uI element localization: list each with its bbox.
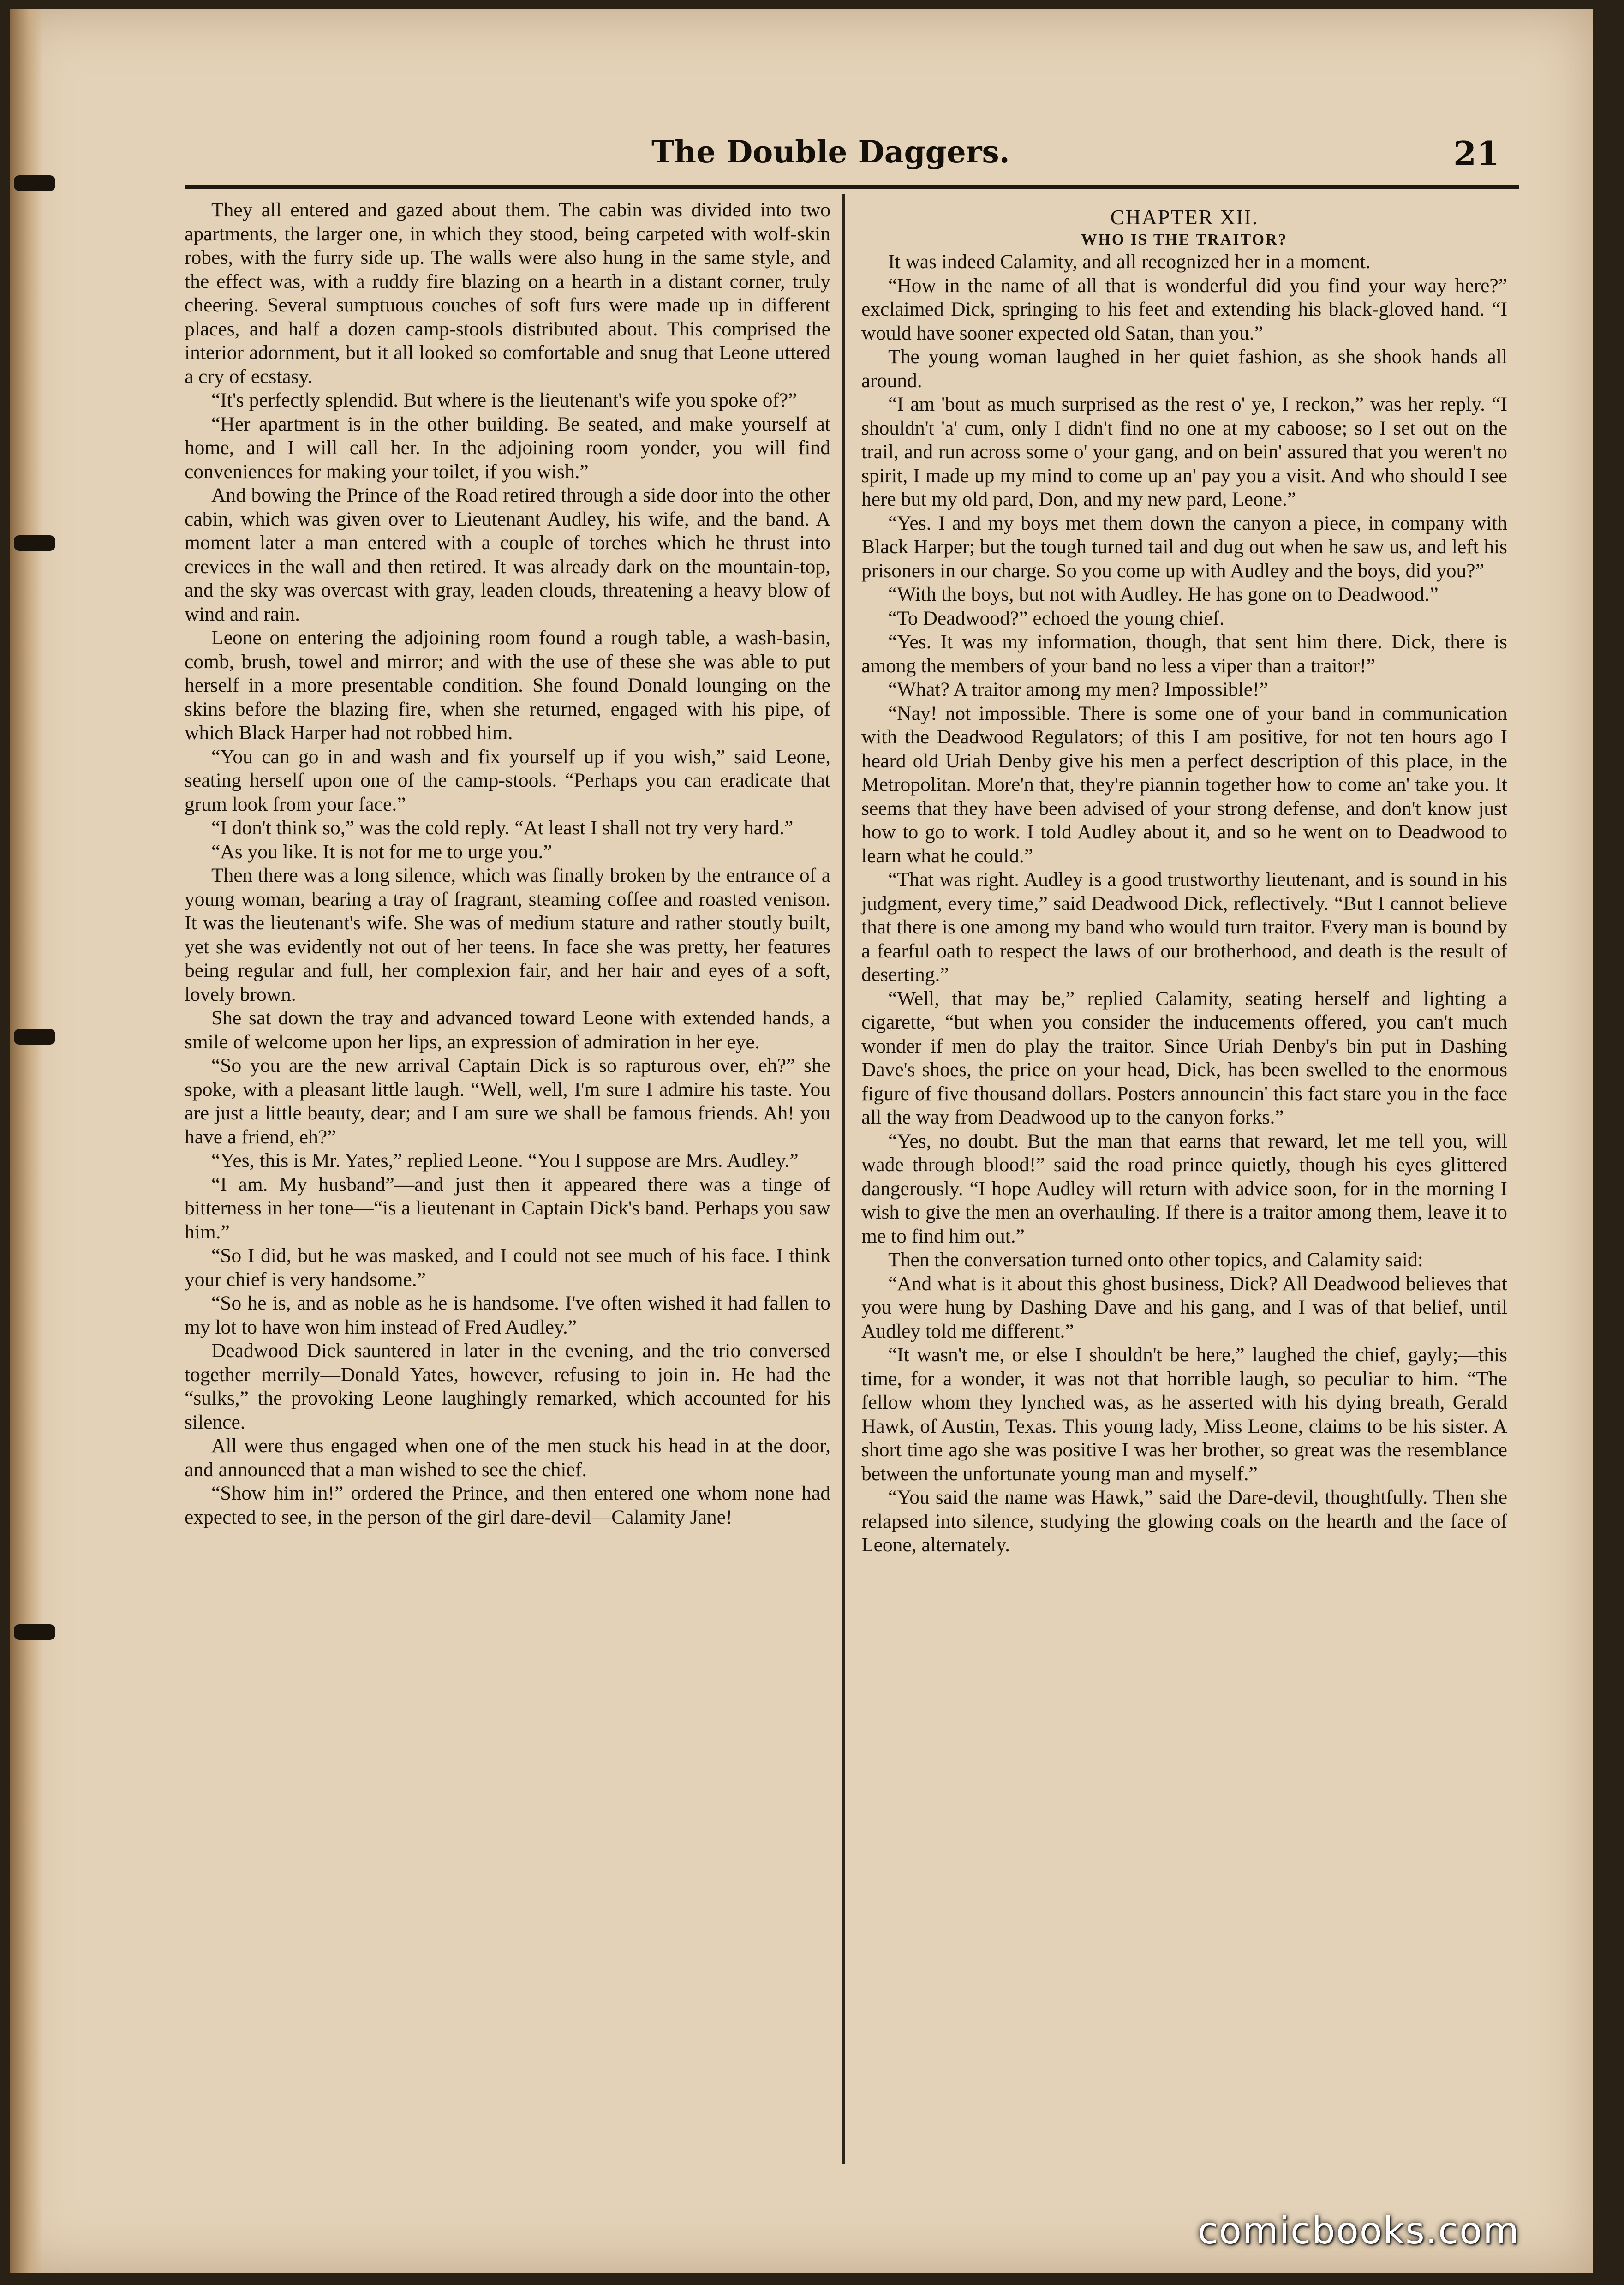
watermark: comicbooks.com: [1198, 2209, 1520, 2252]
page-number: 21: [1453, 134, 1500, 173]
paragraph: “Well, that may be,” replied Calamity, seating herself and lighting a cigarette, “but when you consider the inducements offered, you can't much wonder if men do play the traitor. Since Uriah Denby's bin put in Dashing Dave's shoes, the price on your head, Dick, has been swelled to the enormous figure of five thousand dollars. Posters announcin' this fact stare you in the face all the way from Deadwood up to the canyon forks.”: [861, 987, 1507, 1128]
staple-hole: [14, 175, 55, 191]
staple-hole: [14, 1624, 55, 1640]
paragraph: “It's perfectly splendid. But where is the lieutenant's wife you spoke of?”: [211, 389, 797, 411]
paragraph: “Nay! not impossible. There is some one of your band in communication with the Deadwood Regulators; of this I am positive, for not ten hours ago I heard old Uriah Denby give his men a perfect description of this place, in the Metropolitan. More'n that, they're piannin together how to come an' take you. It seems that they have been advised of your strong defense, and don't know just how to go to work. I told Audley about it, and so he went on to Deadwood to learn what he could.”: [861, 702, 1507, 867]
paragraph: “I don't think so,” was the cold reply. “At least I shall not try very hard.”: [211, 817, 794, 839]
paragraph: Then there was a long silence, which was finally broken by the entrance of a young woman, bearing a tray of fragrant, steaming coffee and roasted venison. It was the lieutenant's wife. She was of medium stature and rather stoutly built, yet she was evidently not out of her teens. In face she was pretty, her features being regular and full, her complexion fair, and her hair and eyes of a soft, lovely brown.: [185, 864, 830, 1005]
paragraph: Then the conversation turned onto other topics, and Calamity said:: [888, 1249, 1423, 1271]
magazine-page: [10, 9, 1593, 2273]
paragraph: All were thus engaged when one of the men stuck his head in at the door, and announced that a man wished to see the chief.: [185, 1435, 830, 1481]
chapter-title: CHAPTER XII.: [1110, 205, 1259, 229]
paragraph: The young woman laughed in her quiet fashion, as she shook hands all around.: [861, 346, 1507, 392]
paragraph: “What? A traitor among my men? Impossible!”: [888, 678, 1268, 700]
paragraph: “You can go in and wash and fix yourself up if you wish,” said Leone, seating herself upon one of the camp-stools. “Perhaps you can eradicate that grum look from your face.”: [185, 745, 830, 815]
paragraph: “I am 'bout as much surprised as the rest o' ye, I reckon,” was her reply. “I shouldn't 'a' cum, only I didn't find no one at my caboose; so I set out on the trail, and run across some o' your gang, and on bein' assured that you weren't no spirit, I made up my mind to come up an' pay you a visit. And who should I see here but my old pard, Don, and my new pard, Leone.”: [861, 393, 1507, 510]
paragraph: “So he is, and as noble as he is handsome. I've often wished it had fallen to my lot to have won him instead of Fred Audley.”: [185, 1292, 830, 1338]
paragraph: “Her apartment is in the other building. Be seated, and make yourself at home, and I will call her. In the adjoining room yonder, you will find conveniences for making your toilet, if you wish.”: [185, 413, 830, 483]
paragraph: “With the boys, but not with Audley. He has gone on to Deadwood.”: [888, 583, 1439, 605]
paragraph: They all entered and gazed about them. The cabin was divided into two apartments, the larger one, in which they stood, being carpeted with wolf-skin robes, with the furry side up. The walls were also hung in the same style, and the effect was, with a ruddy fire blazing on a hearth in a distant corner, truly cheering. Several sumptuous couches of soft furs were made up in different places, and half a dozen camp-stools distributed about. This comprised the interior adornment, but it all looked so comfortable and snug that Leone uttered a cry of ecstasy.: [185, 199, 830, 388]
chapter-subtitle: WHO IS THE TRAITOR?: [1081, 231, 1288, 248]
paragraph: “So I did, but he was masked, and I could not see much of his face. I think your chief is very handsome.”: [185, 1244, 830, 1291]
paragraph: “I am. My husband”—and just then it appeared there was a tinge of bitterness in her tone—“is a lieutenant in Captain Dick's band. Perhaps you saw him.”: [185, 1173, 830, 1243]
paragraph: She sat down the tray and advanced toward Leone with extended hands, a smile of welcome upon her lips, an expression of admiration in her eye.: [185, 1007, 830, 1053]
paragraph: “Yes. I and my boys met them down the canyon a piece, in company with Black Harper; but the tough turned tail and dug out when he saw us, and left his prisoners in our charge. So you come up with Audley and the boys, did you?”: [861, 512, 1507, 582]
paragraph: “Yes. It was my information, though, that sent him there. Dick, there is among the members of your band no less a viper than a traitor!”: [861, 631, 1507, 677]
paragraph: “To Deadwood?” echoed the young chief.: [888, 607, 1224, 629]
paragraph: And bowing the Prince of the Road retired through a side door into the other cabin, which was given over to Lieutenant Audley, his wife, and the band. A moment later a man entered with a couple of torches which he thrust into crevices in the wall and then retired. It was already dark on the mountain-top, and the sky was overcast with gray, leaden clouds, threatening a heavy blow of wind and rain.: [185, 484, 830, 625]
column-divider: [842, 194, 845, 2164]
paragraph: “Show him in!” ordered the Prince, and then entered one whom none had expected to see, in the person of the girl dare-devil—Calamity Jane!: [185, 1482, 830, 1528]
paragraph: “As you like. It is not for me to urge you.”: [211, 840, 552, 863]
left-column: [185, 198, 830, 1529]
staple-hole: [14, 1029, 55, 1045]
paragraph: “That was right. Audley is a good trustworthy lieutenant, and is sound in his judgment, every time,” said Deadwood Dick, reflectively. “But I cannot believe that there is one among my band who would turn traitor. Every man is bound by a fearful oath to respect the laws of our brotherhood, and death is the result of deserting.”: [861, 868, 1507, 986]
paragraph: Deadwood Dick sauntered in later in the evening, and the trio conversed together merrily—Donald Yates, however, refusing to join in. He had the “sulks,” the provoking Leone laughingly remarked, which accounted for his silence.: [185, 1340, 830, 1433]
paragraph: “Yes, this is Mr. Yates,” replied Leone. “You I suppose are Mrs. Audley.”: [211, 1149, 799, 1172]
paragraph: Leone on entering the adjoining room found a rough table, a wash-basin, comb, brush, towel and mirror; and with the use of these she was able to put herself in a more presentable condition. She found Donald lounging on the skins before the blazing fire, when she returned, engaged with his pipe, of which Black Harper had not robbed him.: [185, 627, 830, 744]
page-spine: [10, 9, 42, 2273]
header-rule: [185, 185, 1519, 189]
paragraph: “It wasn't me, or else I shouldn't be here,” laughed the chief, gayly;—this time, for a wonder, it was not that horrible laugh, so peculiar to him. “The fellow whom they lynched was, as he asserted with his dying breath, Gerald Hawk, of Austin, Texas. This young lady, Miss Leone, claims to be his sister. A short time ago she was positive I was her brother, so great was the resemblance between the unfortunate young man and myself.”: [861, 1344, 1507, 1485]
paragraph: “So you are the new arrival Captain Dick is so rapturous over, eh?” she spoke, with a pleasant little laugh. “Well, well, I'm sure I admire his taste. You are just a little beauty, dear; and I am sure we shall be famous friends. Ah! you have a friend, eh?”: [185, 1054, 830, 1148]
paragraph: “How in the name of all that is wonderful did you find your way here?” exclaimed Dick, springing to his feet and extending his black-gloved hand. “I would have sooner expected old Satan, than you.”: [861, 274, 1507, 344]
paragraph: “You said the name was Hawk,” said the Dare-devil, thoughtfully. Then she relapsed into silence, studying the glowing coals on the hearth and the face of Leone, alternately.: [861, 1486, 1507, 1556]
right-column: [861, 198, 1507, 1557]
running-head: The Double Daggers.: [651, 134, 1010, 170]
paragraph: It was indeed Calamity, and all recognized her in a moment.: [888, 251, 1371, 273]
paragraph: “And what is it about this ghost business, Dick? All Deadwood believes that you were hung by Dashing Dave and his gang, and I was of that belief, until Audley told me different.”: [861, 1272, 1507, 1342]
staple-hole: [14, 535, 55, 551]
paragraph: “Yes, no doubt. But the man that earns that reward, let me tell you, will wade through blood!” said the road prince quietly, though his eyes glittered dangerously. “I hope Audley will return with advice soon, for in the morning I wish to give the men an overhauling. If there is a traitor among them, leave it to me to find him out.”: [861, 1130, 1507, 1247]
